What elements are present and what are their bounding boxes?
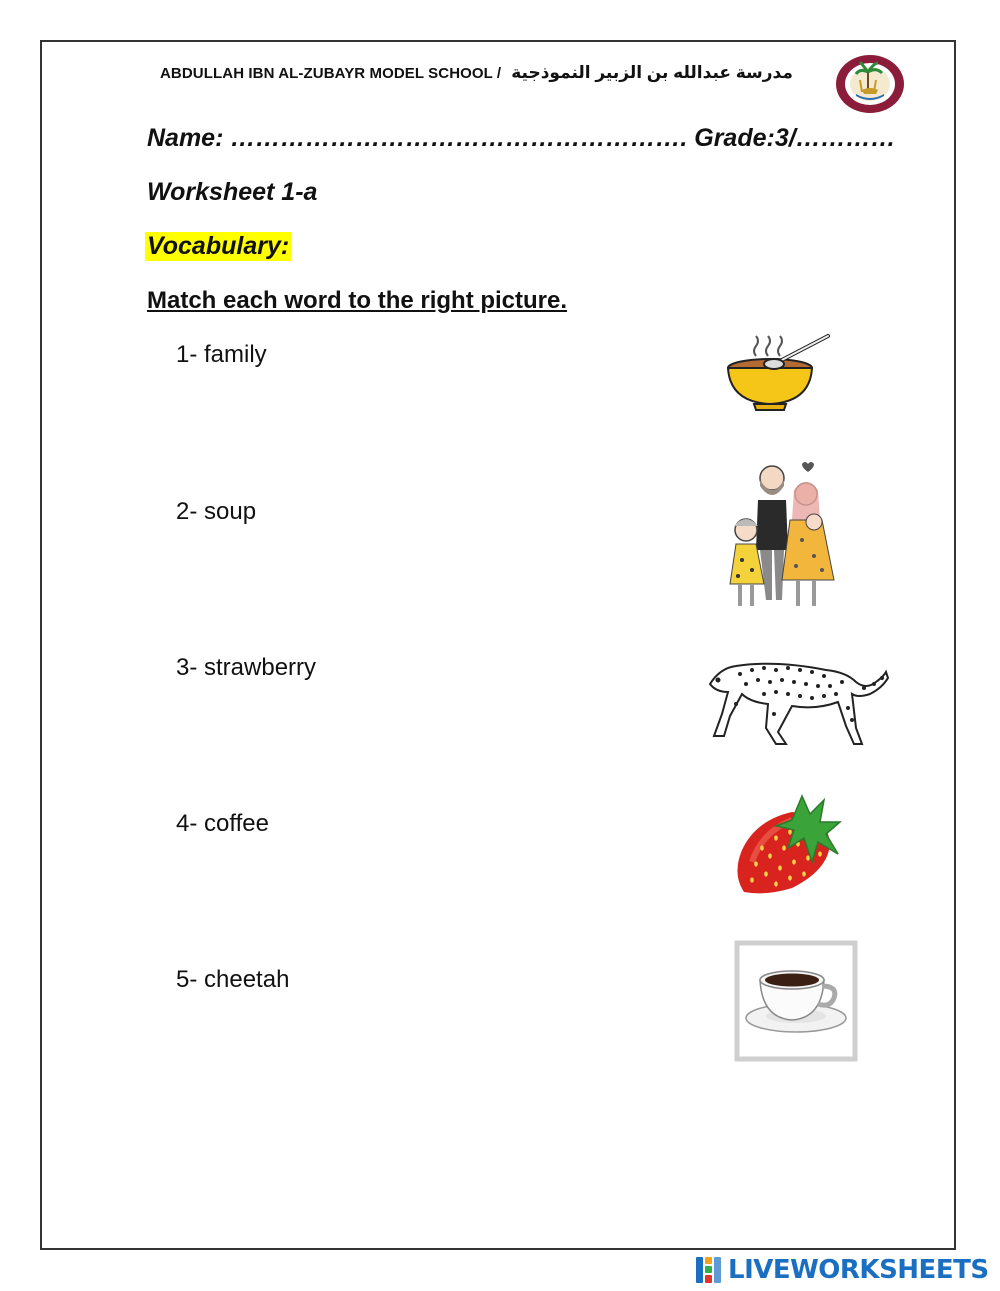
instruction-text: Match each word to the right picture. xyxy=(147,287,568,314)
word-item-cheetah[interactable]: 5- cheetah xyxy=(176,966,290,993)
cheetah-icon xyxy=(706,652,890,748)
coffee-cup-icon xyxy=(734,940,858,1062)
liveworksheets-brand[interactable] xyxy=(696,1254,996,1286)
worksheet-title: Worksheet 1-a xyxy=(147,178,318,206)
picture-slot-2[interactable] xyxy=(724,460,840,614)
picture-slot-5[interactable] xyxy=(734,940,858,1062)
picture-slot-4[interactable] xyxy=(732,792,844,896)
name-grade-line: Name: ………………………………………………. Grade:3/………… xyxy=(147,124,896,152)
word-item-strawberry[interactable]: 3- strawberry xyxy=(176,654,317,681)
strawberry-icon xyxy=(732,792,844,896)
picture-slot-3[interactable] xyxy=(706,652,890,748)
brand-text: LIVEWORKSHEETS xyxy=(728,1255,989,1285)
family-icon xyxy=(724,460,840,614)
page-border xyxy=(40,40,956,1250)
liveworksheets-logo-icon xyxy=(696,1257,722,1283)
school-header xyxy=(160,58,820,88)
school-name-arabic: مدرسة عبدالله بن الزبير النموذجية xyxy=(511,63,793,82)
school-name-english: ABDULLAH IBN AL-ZUBAYR MODEL SCHOOL / xyxy=(160,64,502,82)
soup-bowl-icon xyxy=(726,332,834,414)
word-item-soup[interactable]: 2- soup xyxy=(176,498,257,525)
word-item-family[interactable]: 1- family xyxy=(176,341,267,368)
picture-slot-1[interactable] xyxy=(726,332,834,414)
ministry-logo-icon xyxy=(832,50,908,114)
word-item-coffee[interactable]: 4- coffee xyxy=(176,810,269,837)
section-heading: Vocabulary: xyxy=(147,232,290,260)
